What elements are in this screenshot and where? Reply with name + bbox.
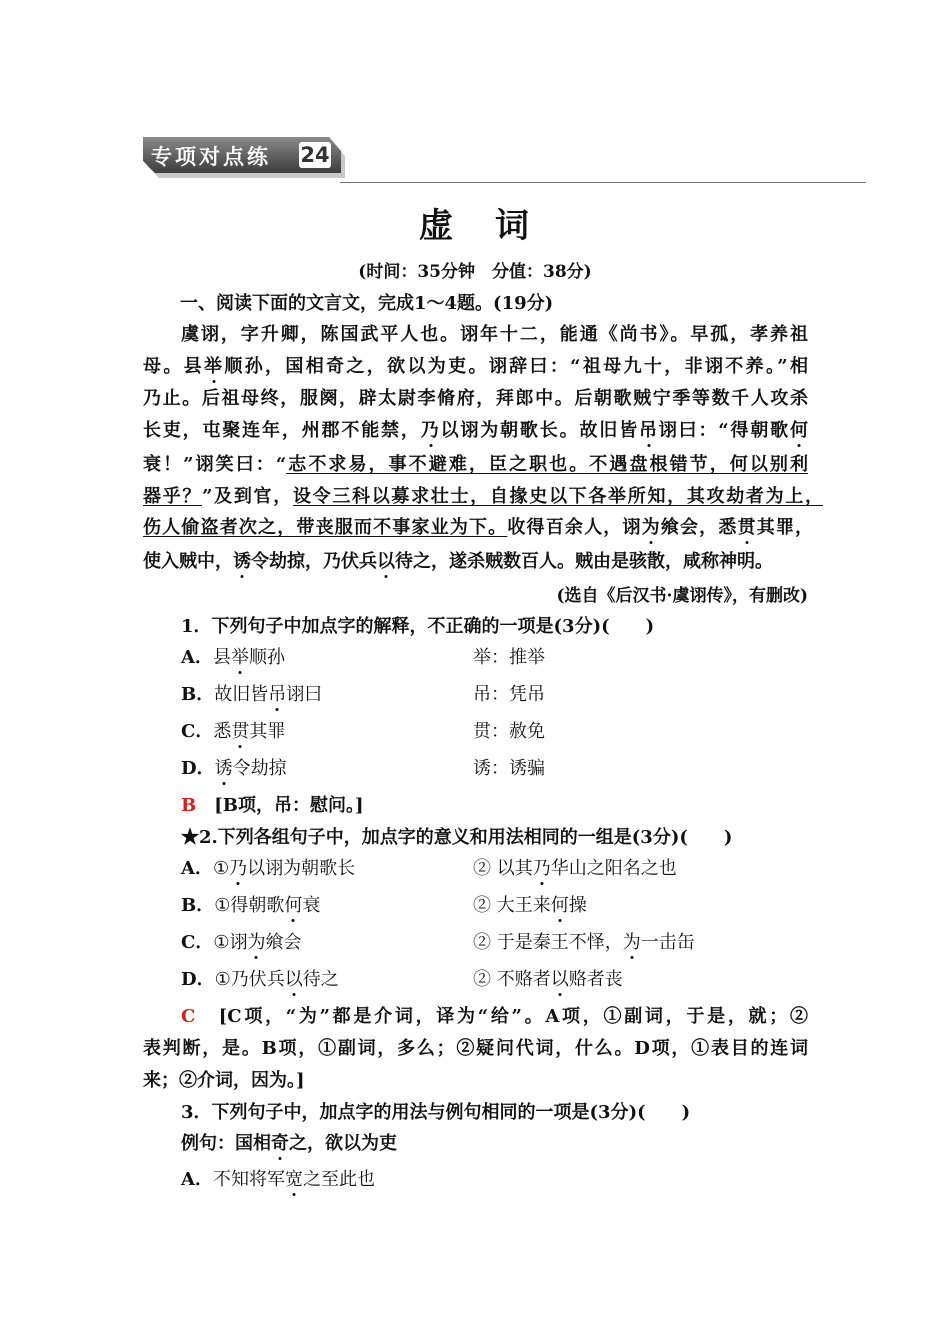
section-heading: 一、阅读下面的文言文，完成1～4题。(19分) bbox=[180, 293, 554, 314]
q1-option-c-gloss: 贯：赦免 bbox=[473, 721, 545, 742]
q1-option-a: A．县举顺孙 bbox=[181, 647, 285, 668]
passage-line-3: 乃止。后祖母终，服阕，辟太尉李脩府，拜郎中。后朝歌贼宁季等数千人攻杀 bbox=[143, 388, 808, 409]
q1-answer: B [B项，吊：慰问。] bbox=[181, 795, 364, 816]
q2-stem: ★2.下列各组句子中，加点字的意义和用法相同的一组是(3分)( ) bbox=[181, 827, 733, 848]
q2-option-a-right: ② 以其乃华山之阳名之也 bbox=[473, 858, 677, 879]
passage-line-7: 伤人偷盗者次之，带丧服而不事家业为下。收得百余人，诩为飨会，悉贯其罪， bbox=[143, 517, 814, 538]
q2-option-b-right: ② 大王来何操 bbox=[473, 895, 587, 916]
q1-option-d-gloss: 诱：诱骗 bbox=[473, 758, 545, 779]
banner-label: 专项对点练 bbox=[151, 145, 271, 169]
q2-option-d-right: ② 不赂者以赂者丧 bbox=[473, 969, 623, 990]
q2-option-b-left: B．①得朝歌何衰 bbox=[181, 895, 321, 916]
q2-answer-line-3: 来；②介词，因为。] bbox=[143, 1070, 305, 1091]
q1-option-d: D．诱令劫掠 bbox=[181, 758, 287, 779]
passage-line-2: 母。县举顺孙，国相奇之，欲以为吏。诩辞曰：“祖母九十，非诩不养。”相 bbox=[143, 356, 808, 377]
q2-answer-line-1: C [C项，“为”都是介词，译为“给”。A项，①副词，于是，就；② bbox=[181, 1006, 808, 1027]
passage-line-4: 长吏，屯聚连年，州郡不能禁，乃以诩为朝歌长。故旧皆吊诩曰：“得朝歌何 bbox=[143, 420, 809, 441]
passage-line-5: 衰！”诩笑曰：“志不求易，事不避难，臣之职也。不遇盘根错节，何以别利 bbox=[143, 454, 808, 475]
q1-option-a-gloss: 举：推举 bbox=[473, 647, 545, 668]
passage-line-6: 器乎？”及到官，设令三科以募求壮士，自掾史以下各举所知，其攻劫者为上， bbox=[143, 486, 824, 507]
title-char-2: 词 bbox=[495, 206, 531, 246]
passage-line-1: 虞诩，字升卿，陈国武平人也。诩年十二，能通《尚书》。早孤，孝养祖 bbox=[181, 324, 808, 345]
q2-option-c-left: C．①诩为飨会 bbox=[181, 932, 302, 953]
q1-stem: 1．下列句子中加点字的解释，不正确的一项是(3分)( ) bbox=[181, 616, 655, 637]
q2-option-c-right: ② 于是秦王不怿，为一击缶 bbox=[473, 932, 695, 953]
q1-option-b-gloss: 吊：凭吊 bbox=[473, 684, 545, 705]
header-rule bbox=[340, 182, 866, 183]
title-char-1: 虚 bbox=[419, 206, 455, 246]
q1-option-c: C．悉贯其罪 bbox=[181, 721, 286, 742]
q2-answer-line-2: 表判断，是。B项，①副词，多么；②疑问代词，什么。D项，①表目的连词 bbox=[143, 1038, 808, 1059]
q3-example: 例句：国相奇之，欲以为吏 bbox=[181, 1133, 397, 1154]
banner-number: 24 bbox=[300, 143, 330, 167]
page-title bbox=[0, 198, 950, 247]
q2-option-a-left: A．①乃以诩为朝歌长 bbox=[181, 858, 356, 879]
q3-stem: 3．下列句子中，加点字的用法与例句相同的一项是(3分)( ) bbox=[181, 1102, 691, 1123]
q1-option-b: B．故旧皆吊诩曰 bbox=[181, 684, 323, 705]
q3-option-a: A．不知将军宽之至此也 bbox=[181, 1169, 375, 1190]
passage-line-8: 使入贼中，诱令劫掠，乃伏兵以待之，遂杀贼数百人。贼由是骇散，咸称神明。 bbox=[143, 551, 773, 572]
time-score-info: (时间：35分钟 分值：38分) bbox=[358, 262, 592, 282]
passage-source: (选自《后汉书·虞诩传》，有删改) bbox=[556, 586, 808, 606]
q2-option-d-left: D．①乃伏兵以待之 bbox=[181, 969, 339, 990]
section-banner bbox=[143, 137, 341, 179]
